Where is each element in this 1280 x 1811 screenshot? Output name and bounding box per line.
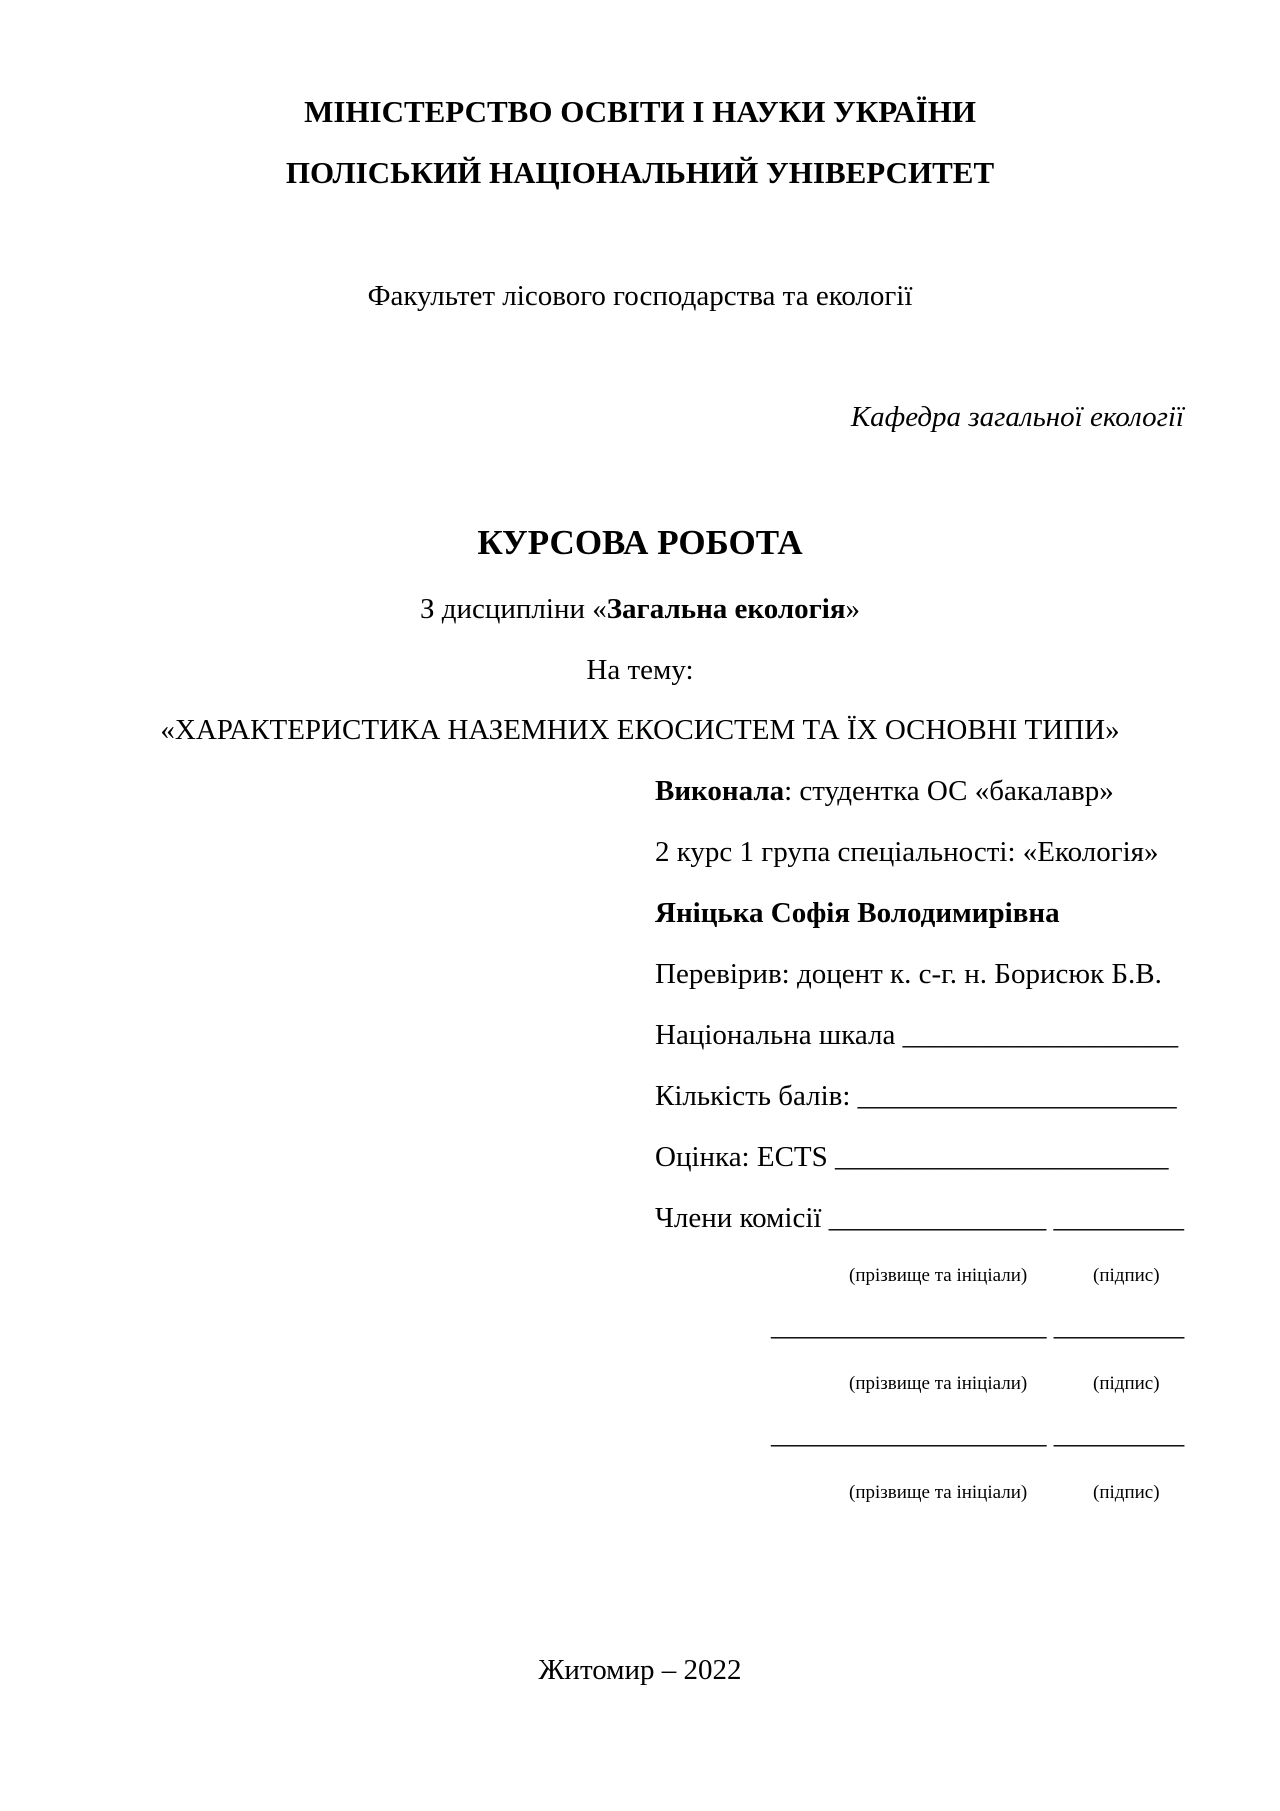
caption-signature-1: (підпис) — [1093, 1265, 1160, 1286]
faculty-line: Факультет лісового господарства та екології — [367, 280, 913, 312]
city-year-footer: Житомир – 2022 — [538, 1654, 742, 1686]
performed-value: : студентка ОС «бакалавр» — [784, 775, 1114, 807]
discipline-line — [0, 595, 1280, 624]
commission-signature-line-3: ___________________ _________ — [771, 1418, 1185, 1450]
topic-label: На тему: — [586, 654, 694, 686]
ministry-heading: МІНІСТЕРСТВО ОСВІТИ І НАУКИ УКРАЇНИ — [304, 94, 976, 129]
caption-signature-2: (підпис) — [1093, 1373, 1160, 1394]
discipline-prefix: З дисципліни « — [419, 593, 607, 625]
national-scale-line: Національна шкала ___________________ — [655, 1019, 1179, 1051]
caption-signature-3: (підпис) — [1093, 1482, 1160, 1503]
performed-label: Виконала — [655, 775, 785, 807]
caption-name-1: (прізвище та ініціали) — [849, 1265, 1028, 1286]
commission-signature-line-2: ___________________ _________ — [771, 1310, 1185, 1342]
discipline-name: Загальна екологія — [606, 593, 846, 625]
topic-title: «ХАРАКТЕРИСТИКА НАЗЕМНИХ ЕКОСИСТЕМ ТА ЇХ ОСНОВНІ ТИПИ» — [160, 714, 1120, 746]
points-line: Кількість балів: ______________________ — [655, 1080, 1177, 1112]
ects-line: Оцінка: ECTS _______________________ — [655, 1141, 1169, 1173]
university-heading: ПОЛІСЬКИЙ НАЦІОНАЛЬНИЙ УНІВЕРСИТЕТ — [285, 155, 995, 190]
performed-by-line — [655, 777, 1114, 806]
discipline-suffix: » — [845, 593, 861, 625]
student-name: Яніцька Софія Володимирівна — [655, 897, 1060, 929]
course-group-line: 2 курс 1 група спеціальності: «Екологія» — [655, 836, 1159, 868]
work-type-title: КУРСОВА РОБОТА — [477, 523, 803, 562]
checked-by-line: Перевірив: доцент к. с-г. н. Борисюк Б.В. — [655, 958, 1162, 990]
commission-line: Члени комісії _______________ _________ — [655, 1202, 1184, 1234]
caption-name-2: (прізвище та ініціали) — [849, 1373, 1028, 1394]
department-line: Кафедра загальної екології — [850, 401, 1184, 433]
caption-name-3: (прізвище та ініціали) — [849, 1482, 1028, 1503]
